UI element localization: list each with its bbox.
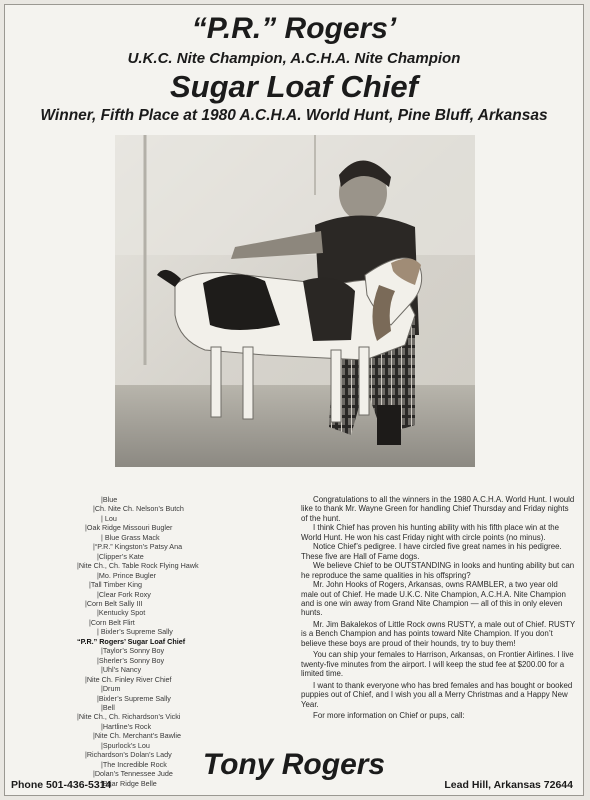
dog-and-handler-photo: [115, 135, 475, 467]
pedigree-entry: |Uhl’s Nancy: [101, 665, 142, 675]
pedigree-entry: |Drum: [101, 684, 121, 694]
pedigree-entry: |Corn Belt Sally III: [85, 598, 143, 608]
pedigree-entry: | Lou: [101, 513, 117, 523]
pedigree-entry: |Tall Timber King: [89, 580, 142, 590]
ad-paragraph: We believe Chief to be OUTSTANDING in looks and hunting ability but can he reproduce the same qualities in his offspring?: [301, 561, 575, 580]
pedigree-entry: |Spurlock’s Lou: [101, 740, 150, 750]
pedigree-entry: |Richardson’s Dolan’s Lady: [85, 750, 172, 760]
pedigree-entry: |Sherler’s Sonny Boy: [97, 655, 165, 665]
champion-line: U.K.C. Nite Champion, A.C.H.A. Nite Champion: [127, 50, 461, 67]
ad-paragraph: I want to thank everyone who has bred females and has bought or booked puppies out of Chief, and I wish you all a Merry Christmas and a Happy New Year.: [301, 680, 573, 709]
ad-paragraph: Congratulations to all the winners in the 1980 A.C.H.A. World Hunt. I would like to thank Mr. Wayne Green for handling Chief Thursday and Friday nights of the hunt.: [301, 495, 575, 523]
ad-paragraph: You can ship your females to Harrison, Arkansas, on Frontier Airlines. I live twenty-five minutes from the airport. I will keep the stud fee at $200.00 for a limited time.: [301, 650, 574, 679]
advertisement-page: [4, 4, 584, 796]
contact-name: Tony Rogers: [202, 748, 386, 781]
ad-body-text: [301, 495, 575, 720]
pedigree-entry: | Bixler’s Supreme Sally: [97, 627, 173, 637]
pedigree-entry: | Blue Grass Mack: [101, 532, 160, 542]
ad-paragraph: Mr. John Hooks of Rogers, Arkansas, owns RAMBLER, a two year old male out of Chief. He made U.K.C. Nite Champion, A.C.H.A. Nite Champion and is one win away from Grand Nite Champion — all of this in only eleven hunts.: [301, 580, 566, 618]
contact-phone: Phone 501-436-5314: [11, 779, 112, 791]
pedigree-entry: |Ch. Nite Ch. Nelson’s Butch: [93, 504, 184, 514]
pedigree-entry: |Bixler’s Supreme Sally: [97, 693, 171, 703]
dog-name-heading: Sugar Loaf Chief: [169, 69, 418, 104]
pedigree-entry: |Clipper’s Kate: [97, 551, 144, 561]
ad-paragraph: Mr. Jim Bakalekos of Little Rock owns RUSTY, a male out of Chief. RUSTY is a Bench Champion and has points toward Nite Champion. If you don’t believe these boys are proud of their hounds, try to buy them!: [301, 619, 575, 648]
pedigree-entry: |Mo. Prince Bugler: [97, 570, 156, 580]
pedigree-entry: |Corn Belt Flirt: [89, 617, 135, 627]
winner-line: Winner, Fifth Place at 1980 A.C.H.A. World Hunt, Pine Bluff, Arkansas: [40, 107, 548, 124]
pedigree-entry: |“P.R.” Kingston’s Patsy Ana: [93, 542, 183, 552]
pedigree-entry: |Clear Fork Roxy: [97, 589, 151, 599]
pedigree-entry: |Blue: [101, 495, 118, 504]
ad-paragraph: Notice Chief’s pedigree. I have circled five great names in his pedigree. These five are Hall of Fame dogs.: [301, 542, 562, 561]
pedigree-entry: |Taylor’s Sonny Boy: [101, 646, 165, 656]
pedigree-entry: |Briar Ridge Belle: [101, 778, 157, 788]
ad-paragraph: For more information on Chief or pups, call:: [313, 710, 465, 720]
pedigree-subject: “P.R.” Rogers’ Sugar Loaf Chief: [77, 636, 186, 646]
pedigree-entry: |Hartline’s Rock: [101, 721, 152, 731]
pedigree-entry: |Oak Ridge Missouri Bugler: [85, 523, 173, 533]
pedigree-entry: |Nite Ch., Ch. Richardson’s Vicki: [77, 712, 181, 722]
pedigree-entry: |Kentucky Spot: [97, 608, 146, 618]
owner-title: “P.R.” Rogers’: [191, 12, 397, 45]
contact-location: Lead Hill, Arkansas 72644: [444, 779, 573, 791]
pedigree-entry: |Bell: [101, 702, 115, 712]
pedigree-entry: |Nite Ch. Finley River Chief: [85, 674, 172, 684]
pedigree-entry: |Nite Ch. Merchant’s Bawlie: [93, 731, 182, 741]
pedigree-entry: |Nite Ch., Ch. Table Rock Flying Hawk: [77, 561, 199, 571]
pedigree-entry: |Dolan’s Tennessee Jude: [93, 769, 173, 779]
pedigree-chart: [77, 495, 317, 788]
pedigree-entry: |The Incredible Rock: [101, 759, 167, 769]
ad-paragraph: I think Chief has proven his hunting ability with his fifth place win at the World Hunt. He won his cast Friday night with circle points (no minus).: [301, 523, 560, 542]
